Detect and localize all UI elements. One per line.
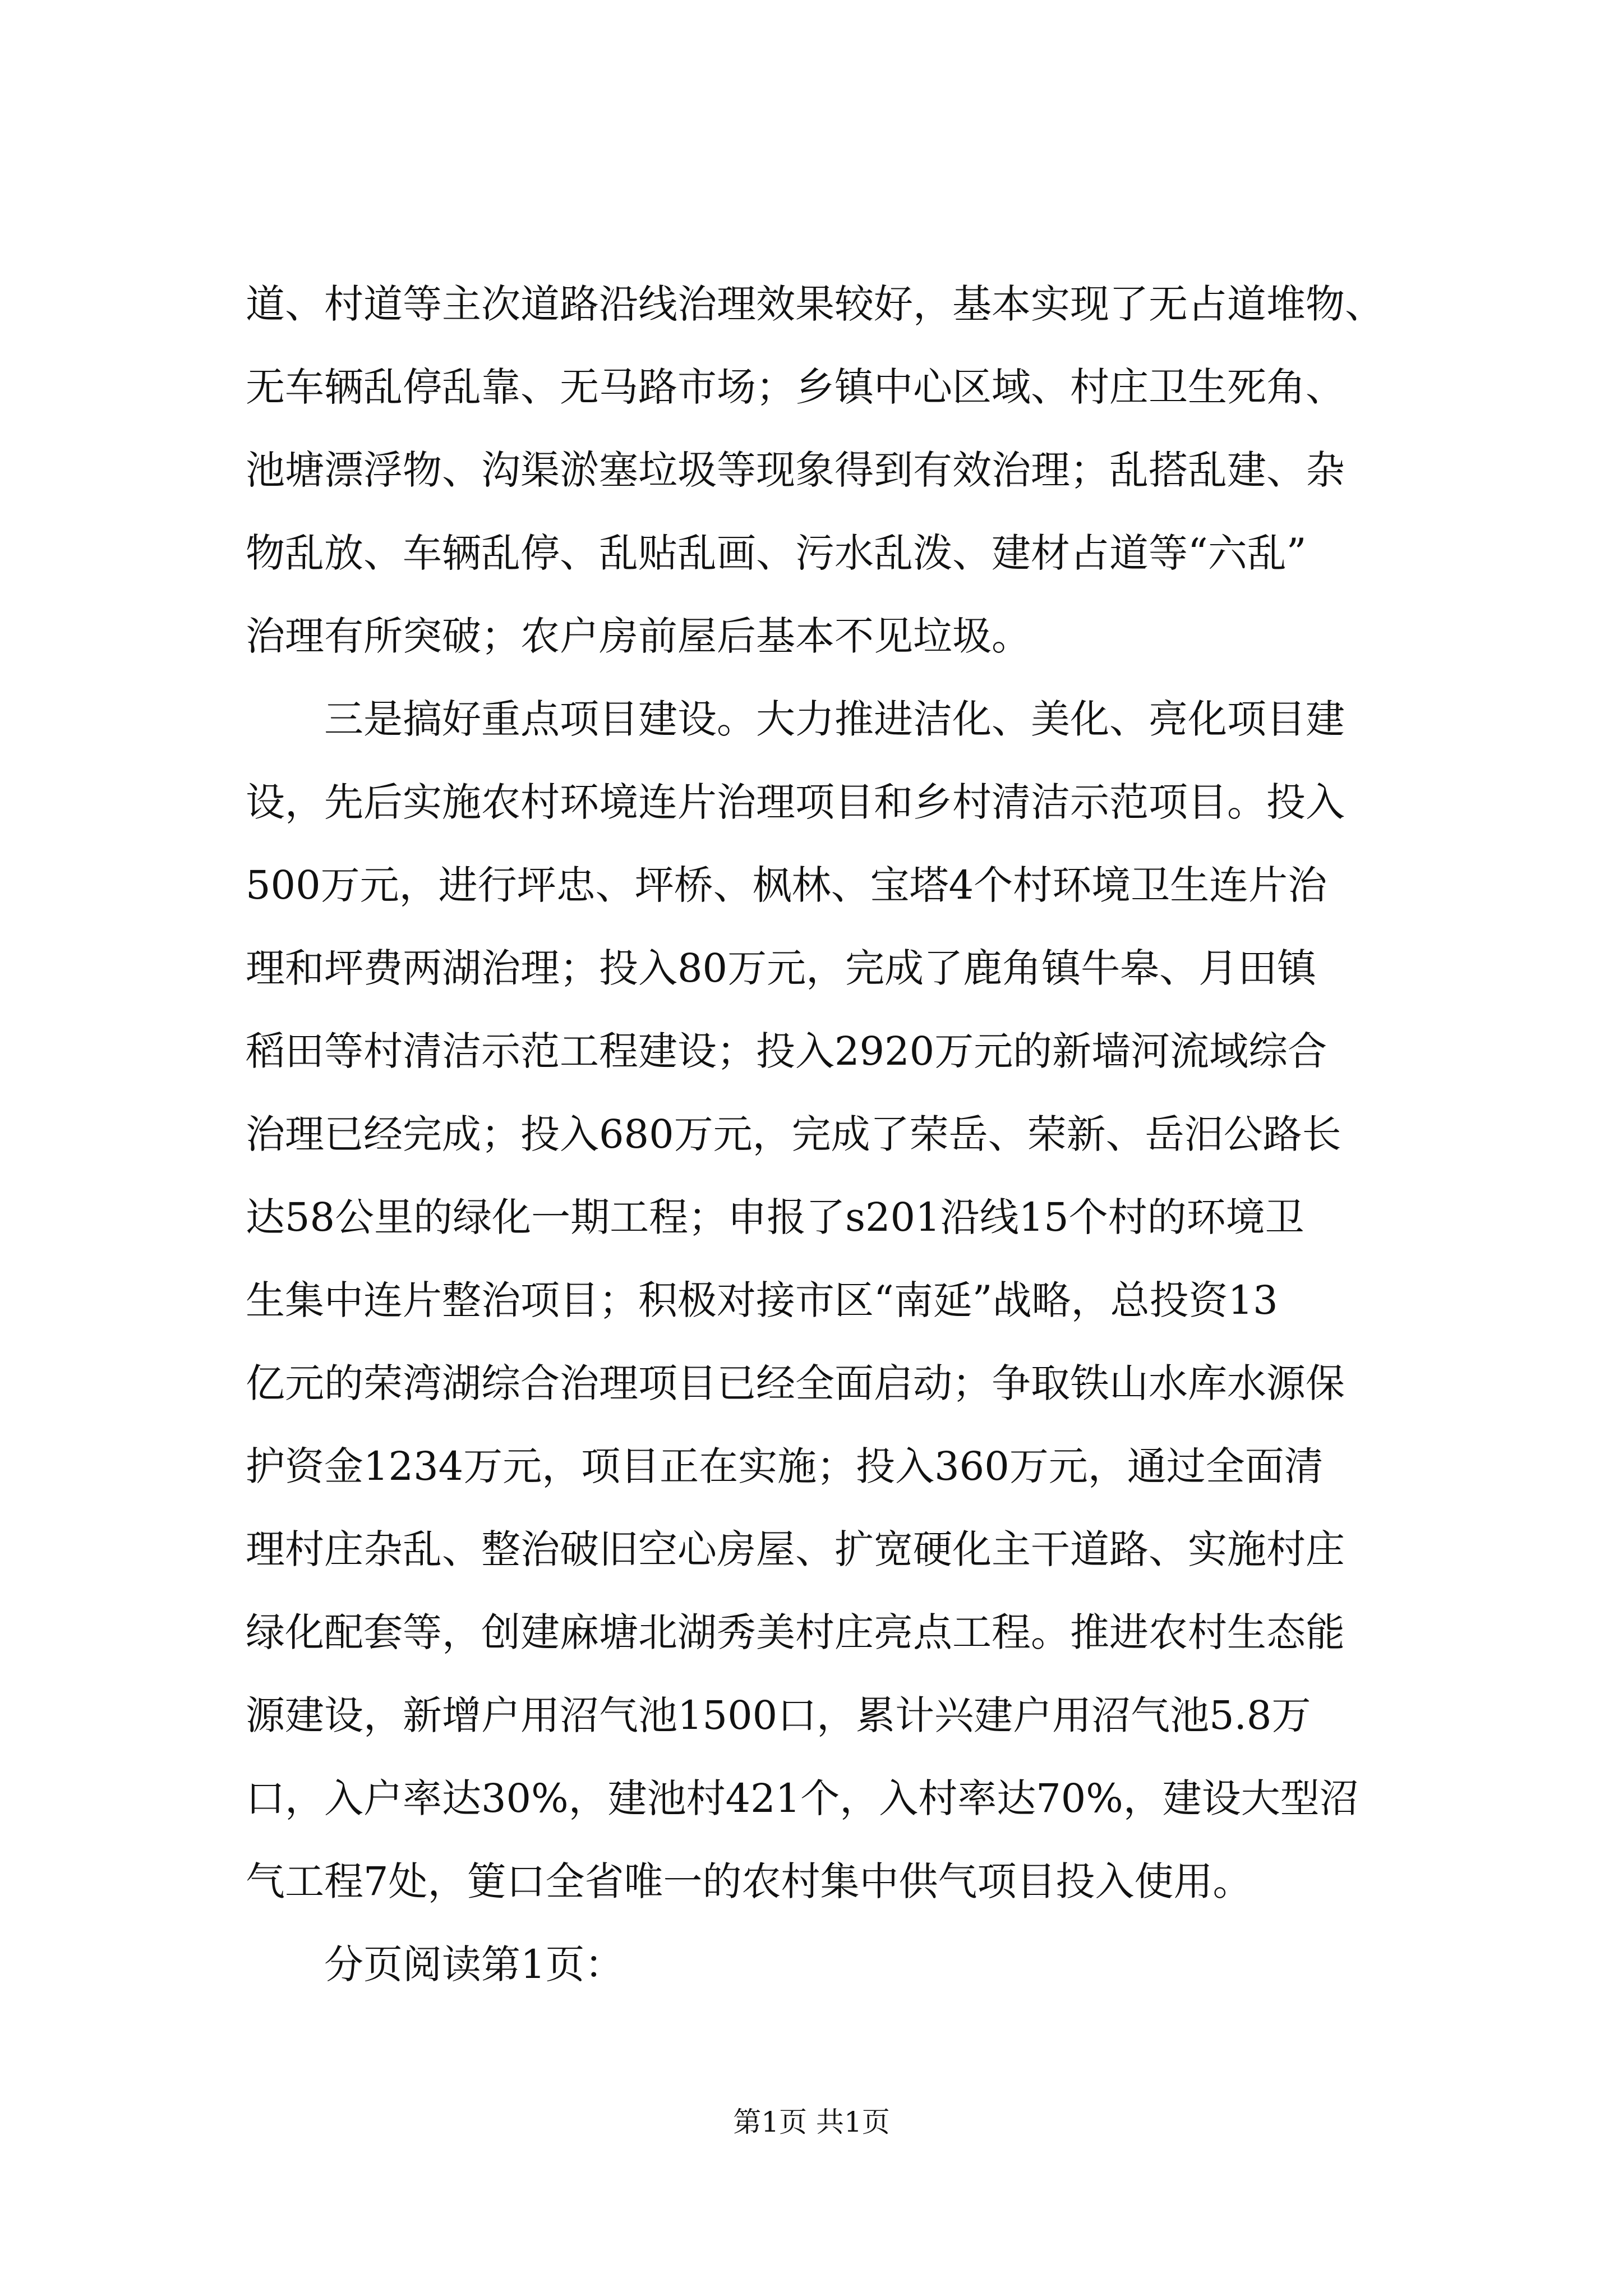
text-line: 治理已经完成；投入680万元，完成了荣岳、荣新、岳汨公路长 [246, 1111, 1341, 1157]
text-line: 理村庄杂乱、整治破旧空心房屋、扩宽硬化主干道路、实施村庄 [246, 1526, 1345, 1572]
text-line: 达58公里的绿化一期工程；申报了s201沿线15个村的环境卫 [246, 1194, 1304, 1240]
text-line: 源建设，新增户用沼气池1500口，累计兴建户用沼气池5.8万 [246, 1692, 1311, 1738]
paragraph-start-line: 三是搞好重点项目建设。大力推进洁化、美化、亮化项目建 [324, 696, 1345, 742]
text-line: 稻田等村清洁示范工程建设；投入2920万元的新墙河流域综合 [246, 1028, 1327, 1074]
text-line: 治理有所突破；农户房前屋后基本不见垃圾。 [246, 613, 1031, 659]
text-line: 绿化配套等，创建麻塘北湖秀美村庄亮点工程。推进农村生态能 [246, 1609, 1345, 1655]
text-line: 口，入户率达30%，建池村421个，入村率达70%，建设大型沼 [246, 1775, 1359, 1821]
document-body [246, 263, 1412, 2006]
text-line: 物乱放、车辆乱停、乱贴乱画、污水乱泼、建材占道等“六乱” [246, 530, 1307, 576]
text-line: 亿元的荣湾湖综合治理项目已经全面启动；争取铁山水库水源保 [246, 1360, 1345, 1406]
text-line: 无车辆乱停乱靠、无马路市场；乡镇中心区域、村庄卫生死角、 [246, 364, 1345, 410]
text-line: 气工程7处，筻口全省唯一的农村集中供气项目投入使用。 [246, 1858, 1252, 1904]
page-reading-label: 分页阅读第1页： [324, 1941, 624, 1987]
text-line: 理和坪费两湖治理；投入80万元，完成了鹿角镇牛皋、月田镇 [246, 945, 1317, 991]
text-line: 池塘漂浮物、沟渠淤塞垃圾等现象得到有效治理；乱搭乱建、杂 [246, 447, 1345, 493]
text-line: 护资金1234万元，项目正在实施；投入360万元，通过全面清 [246, 1443, 1324, 1489]
text-line: 500万元，进行坪忠、坪桥、枫林、宝塔4个村环境卫生连片治 [246, 862, 1327, 908]
text-line: 生集中连片整治项目；积极对接市区“南延”战略，总投资13 [246, 1277, 1278, 1323]
page-footer: 第1页 共1页 [733, 2106, 890, 2138]
text-line: 设，先后实施农村环境连片治理项目和乡村清洁示范项目。投入 [246, 779, 1345, 825]
text-line: 道、村道等主次道路沿线治理效果较好，基本实现了无占道堆物、 [246, 281, 1384, 327]
